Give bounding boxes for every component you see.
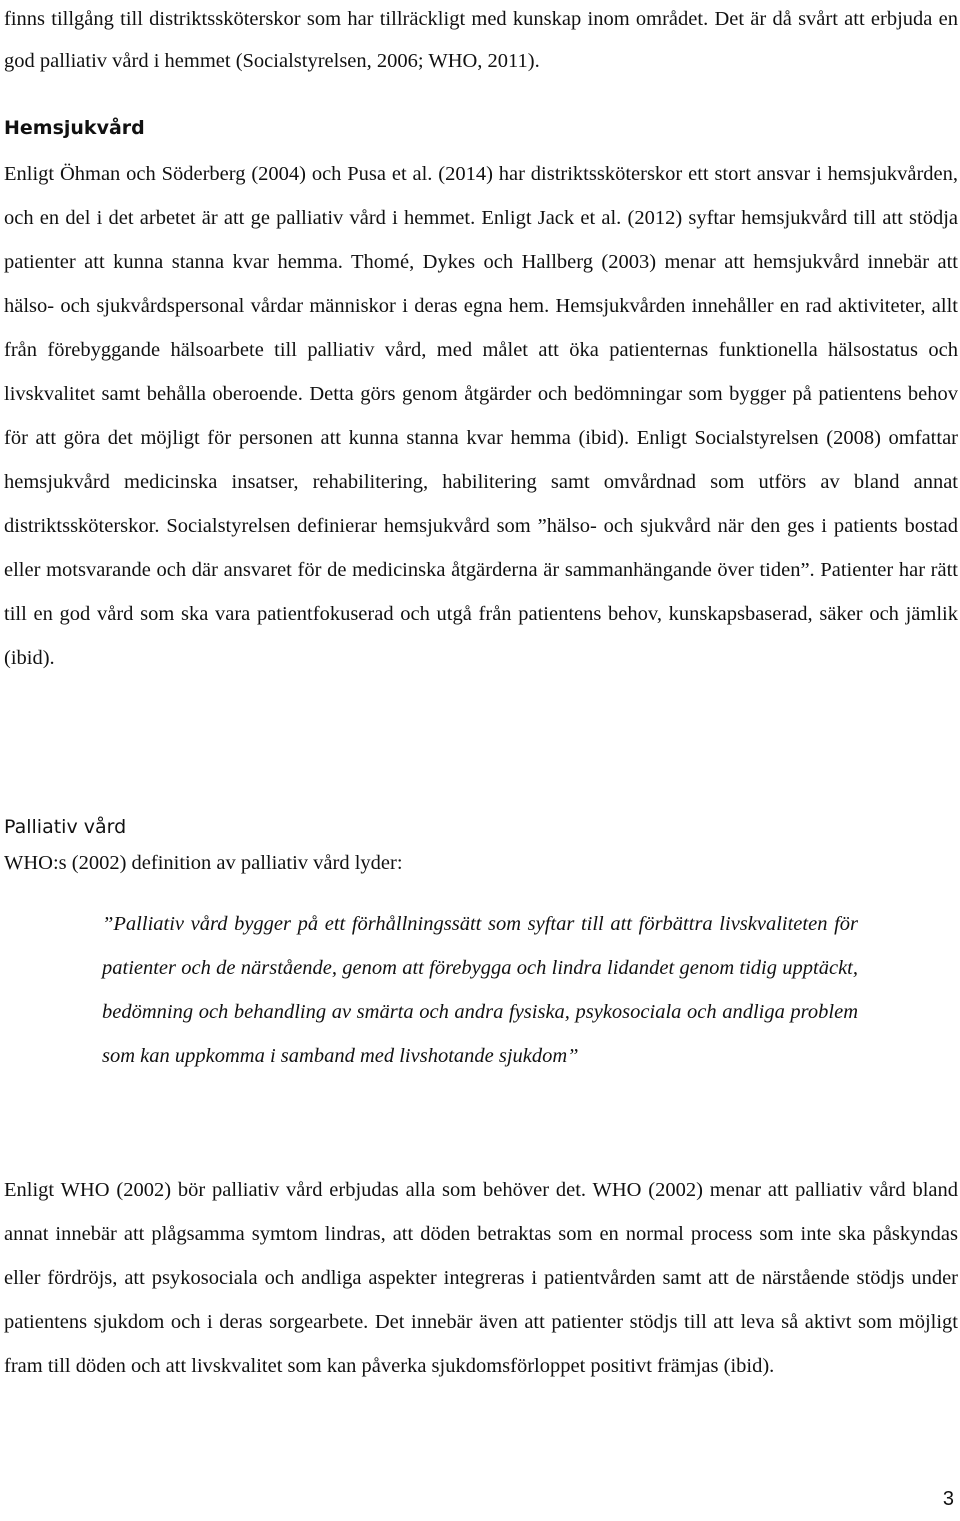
page-number: 3: [942, 1488, 954, 1510]
who-definition-quote: ”Palliativ vård bygger på ett förhållningssätt som syftar till att förbättra livskvaliteten för patienter och de närstående, genom att förebygga och lindra lidandet genom tidig upptäckt, bedömning och behandling av smärta och andra fysiska, psykosociala och andliga problem som kan uppkomma i samband med livshotande sjukdom”: [102, 913, 858, 1067]
who-2002-paragraph: Enligt WHO (2002) bör palliativ vård erbjudas alla som behöver det. WHO (2002) menar att palliativ vård bland annat innebär att plågsamma symtom lindras, att döden betraktas som en normal process som inte ska påskyndas eller fördröjs, att psykosociala och andliga aspekter integreras i patientvården samt att de närstående stödjs under patientens sjukdom och i deras sorgearbete. Det innebär även att patienter stödjs till att leva så aktivt som möjligt fram till döden och att livskvalitet som kan påverka sjukdomsförloppet positivt främjas (ibid).: [4, 1179, 958, 1377]
intro-paragraph: finns tillgång till distriktssköterskor som har tillräckligt med kunskap inom området. Det är då svårt att erbjuda en god palliativ vård i hemmet (Socialstyrelsen, 2006; WHO, 2011).: [4, 8, 958, 72]
section-heading-palliativ-vard: Palliativ vård: [4, 816, 127, 838]
section-heading-hemsjukvard: Hemsjukvård: [4, 117, 145, 139]
who-definition-intro: WHO:s (2002) definition av palliativ vård lyder:: [4, 852, 403, 874]
hemsjukvard-paragraph: Enligt Öhman och Söderberg (2004) och Pusa et al. (2014) har distriktssköterskor ett stort ansvar i hemsjukvården, och en del i det arbetet är att ge palliativ vård i hemmet. Enligt Jack et al. (2012) syftar hemsjukvård till att stödja patienter att kunna stanna kvar hemma. Thomé, Dykes och Hallberg (2003) menar att hemsjukvård innebär att hälso- och sjukvårdspersonal vårdar människor i deras egna hem. Hemsjukvården innehåller en rad aktiviteter, allt från förebyggande hälsoarbete till palliativ vård, med målet att öka patienternas funktionella hälsostatus och livskvalitet samt behålla oberoende. Detta görs genom åtgärder och bedömningar som bygger på patientens behov för att göra det möjligt för personen att kunna stanna kvar hemma (ibid). Enligt Socialstyrelsen (2008) omfattar hemsjukvård medicinska insatser, rehabilitering, habilitering samt omvårdnad som utförs av bland annat distriktssköterskor. Socialstyrelsen definierar hemsjukvård som ”hälso- och sjukvård när den ges i patients bostad eller motsvarande och där ansvaret för de medicinska åtgärderna är sammanhängande över tiden”. Patienter har rätt till en god vård som ska vara patientfokuserad och utgå från patientens behov, kunskapsbaserad, säker och jämlik (ibid).: [4, 163, 958, 669]
